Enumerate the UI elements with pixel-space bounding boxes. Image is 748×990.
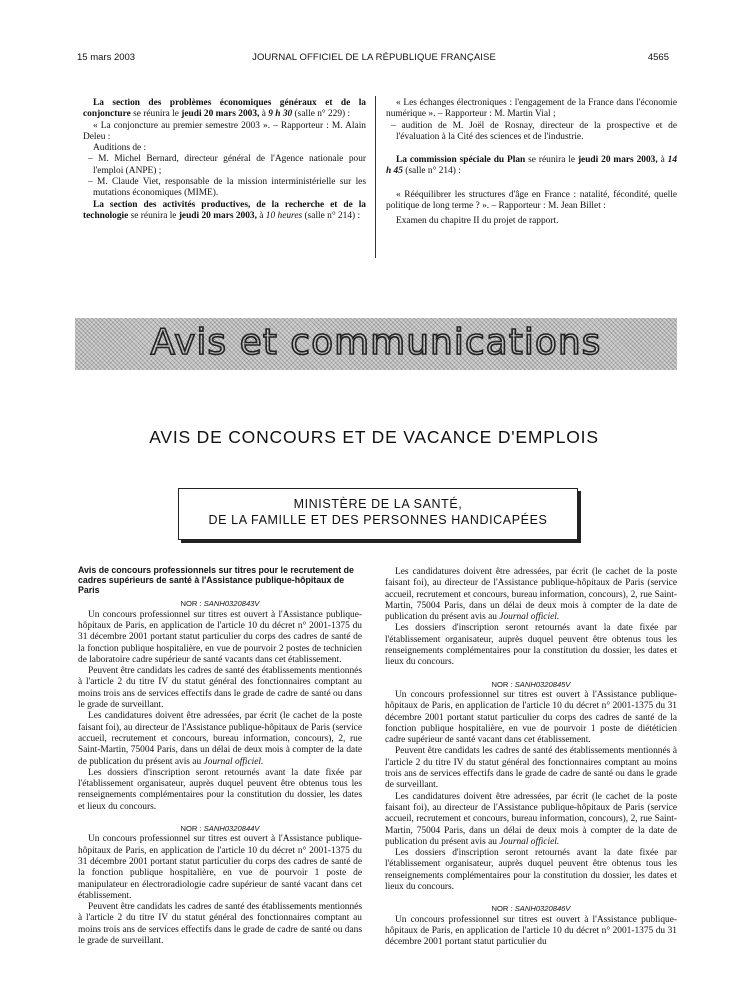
agenda-item: « Rééquilibrer les structures d'âge en France : natalité, fécondité, quelle politique de long terme ? ». – Rapporteur : M. Jean Billet : <box>386 189 677 212</box>
text-run: se réunira le <box>128 210 179 221</box>
journal-reference: Journal officiel. <box>499 836 560 847</box>
banner-title: Avis et communications <box>150 322 602 363</box>
ministry-line-1: MINISTÈRE DE LA SANTÉ, <box>293 497 463 511</box>
text-run: Les candidatures doivent être adressées, par écrit (le cachet de la poste faisant foi), au directeur de l'Assistance publique-hôpitaux de Paris (service accueil, recrutement et concours, bureau information, concours), 2, rue Saint-Martin, 75004 Paris, dans un délai de deux mois à compter de la date de publication du présent avis au <box>385 791 677 847</box>
text-run: se réunira le <box>130 109 182 120</box>
ministry-line-2: DE LA FAMILLE ET DES PERSONNES HANDICAPÉES <box>208 513 548 527</box>
audition-item: – M. Michel Bernard, directeur général de l'Agence nationale pour l'emploi (ANPE) ; <box>88 154 366 176</box>
journal-reference: Journal officiel. <box>499 612 560 623</box>
nor-code: SANH0320846V <box>514 904 571 914</box>
avis-communications-banner <box>75 318 677 370</box>
meeting-date: jeudi 20 mars 2003, <box>577 155 658 166</box>
text-run: Les candidatures doivent être adressées, par écrit (le cachet de la poste faisant foi), au directeur de l'Assistance publique-hôpitaux de Paris (service accueil, recrutement et concours, bureau information, concours), 2, rue Saint-Martin, 75004 Paris, dans un délai de deux mois à compter de la date de publication du présent avis au <box>385 567 677 623</box>
commission-paragraph <box>386 155 677 178</box>
nor-code: SANH0320844V <box>203 824 260 834</box>
notice-paragraph: Les dossiers d'inscription seront retournés avant la date fixée par l'établissement organisateur, auprès duquel peuvent être obtenus tous les renseignements complémentaires pour la constitution du dossier, les dates et lieux du concours. <box>385 848 677 893</box>
ministry-box <box>178 488 578 540</box>
header-date: 15 mars 2003 <box>77 52 136 63</box>
bottom-left-column <box>78 566 362 947</box>
nor-reference <box>78 823 362 834</box>
agenda-item: « Les échanges électroniques : l'engagement de la France dans l'économie numérique ». – Rapporteur : M. Martin Vial ; <box>386 98 677 120</box>
meeting-time: 9 h 30 <box>268 109 293 120</box>
section-name: La section des problèmes économiques généraux et de la conjoncture <box>83 98 366 120</box>
meeting-date: jeudi 20 mars 2003, <box>181 109 260 120</box>
text-run: à <box>259 109 269 120</box>
top-right-column <box>386 98 677 228</box>
section-name: La section des activités productives, de la recherche et de la technologie <box>83 199 366 221</box>
agenda-item: « La conjoncture au premier semestre 2003 ». – Rapporteur : M. Alain Deleu : <box>83 120 366 142</box>
meeting-time: 10 heures <box>265 210 303 221</box>
notice-paragraph: Peuvent être candidats les cadres de santé des établissements mentionnés à l'article 2 du titre IV du statut général des fonctionnaires comptant au moins trois ans de services effectifs dans le grade de cadre de santé ou dans le grade de surveillant. <box>78 902 362 946</box>
notice-title: Avis de concours professionnels sur titres pour le recrutement de cadres supérieurs de santé à l'Assistance publique-hôpitaux de Paris <box>78 565 354 595</box>
nor-reference <box>385 903 677 914</box>
nor-label: NOR : <box>180 599 204 609</box>
text-run: (salle n° 229) : <box>292 109 351 120</box>
column-divider <box>375 96 376 258</box>
header-journal-title: JOURNAL OFFICIEL DE LA RÉPUBLIQUE FRANÇAISE <box>252 52 496 63</box>
audition-item: – M. Claude Viet, responsable de la mission interministérielle sur les mutations économiques (MIME). <box>88 177 366 199</box>
nor-label: NOR : <box>491 679 515 689</box>
top-left-column <box>83 98 366 222</box>
journal-reference: Journal officiel. <box>203 756 264 767</box>
notice-paragraph <box>385 792 677 848</box>
notice-paragraph: Peuvent être candidats les cadres de santé des établissements mentionnés à l'article 2 du titre IV du statut général des fonctionnaires comptant au moins trois ans de services effectifs dans le grade de cadre de santé ou dans le grade de surveillant. <box>78 666 362 711</box>
notice-paragraph: Un concours professionnel sur titres est ouvert à l'Assistance publique-hôpitaux de Paris, en application de l'article 10 du décret n° 2001-1375 du 31 décembre 2001 portant statut particulier du corps des cadres de santé de la fonction publique hospitalière, en vue de pourvoir 2 postes de technicien de laboratoire cadre supérieur de santé vacants dans cet établissement. <box>78 609 362 665</box>
nor-reference <box>385 679 677 690</box>
audition-item: – audition de M. Joël de Rosnay, directeur de la prospective et de l'évaluation à la Cité des sciences et de l'industrie. <box>391 120 677 142</box>
notice-paragraph: Peuvent être candidats les cadres de santé des établissements mentionnés à l'article 2 du titre IV du statut général des fonctionnaires comptant au moins trois ans de services effectifs dans le grade de cadre de santé ou dans le grade de surveillant. <box>385 746 677 791</box>
notice-paragraph: Un concours professionnel sur titres est ouvert à l'Assistance publique-hôpitaux de Paris, en application de l'article 10 du décret n° 2001-1375 du 31 décembre 2001 portant statut particulier du corps des cadres de santé de la fonction publique hospitalière, en vue de pourvoir 1 poste de diététicien cadre supérieur de santé vacant dans cet établissement. <box>385 689 677 746</box>
nor-code: SANH0320843V <box>203 599 260 609</box>
text-run: (salle n° 214) : <box>402 166 461 177</box>
meeting-time: 14 h 45 <box>386 155 677 177</box>
meeting-date: jeudi 20 mars 2003, <box>178 210 257 221</box>
notice-paragraph: Les dossiers d'inscription seront retournés avant la date fixée par l'établissement organisateur, auprès duquel peuvent être obtenus tous les renseignements complémentaires pour la constitution du dossier, les dates et lieux du concours. <box>385 623 677 668</box>
header-page-number: 4565 <box>647 52 669 63</box>
text-run: à <box>256 210 266 221</box>
nor-label: NOR : <box>491 904 515 914</box>
section-economic-paragraph <box>83 98 366 121</box>
bottom-right-column <box>385 567 677 949</box>
commission-name: La commission spéciale du Plan <box>396 155 526 166</box>
nor-code: SANH0320845V <box>514 679 571 689</box>
section-title: AVIS DE CONCOURS ET DE VACANCE D'EMPLOIS <box>149 427 599 447</box>
section-productive-paragraph <box>83 200 366 223</box>
text-run: à <box>657 155 668 166</box>
notice-paragraph: Un concours professionnel sur titres est ouvert à l'Assistance publique-hôpitaux de Paris, en application de l'article 10 du décret n° 2001-1375 du 31 décembre 2001 portant statut particulier du corps des cadres de santé de la fonction publique hospitalière, en vue de pourvoir 1 poste de manipulateur en électroradiologie cadre supérieur de santé vacant dans cet établissement. <box>78 834 362 901</box>
notice-paragraph: Un concours professionnel sur titres est ouvert à l'Assistance publique-hôpitaux de Paris, en application de l'article 10 du décret n° 2001-1375 du 31 décembre 2001 portant statut particulier du <box>385 914 677 948</box>
agenda-item: Examen du chapitre II du projet de rapport. <box>396 216 559 227</box>
nor-label: NOR : <box>180 824 204 834</box>
notice-paragraph <box>385 567 677 623</box>
nor-reference <box>78 598 362 609</box>
notice-paragraph: Les dossiers d'inscription seront retournés avant la date fixée par l'établissement organisateur, auprès duquel peuvent être obtenus tous les renseignements complémentaires pour la constitution du dossier, les dates et lieux du concours. <box>78 767 362 812</box>
notice-paragraph <box>78 711 362 767</box>
text-run: (salle n° 214) : <box>302 210 361 221</box>
text-run: Les candidatures doivent être adressées, par écrit (le cachet de la poste faisant foi), au directeur de l'Assistance publique-hôpitaux de Paris (service accueil, recrutement et concours, bureau information, concours), 2, rue Saint-Martin, 75004 Paris, dans un délai de deux mois à compter de la date de publication du présent avis au <box>78 711 362 767</box>
text-run: se réunira le <box>525 155 578 166</box>
auditions-label: Auditions de : <box>93 143 147 154</box>
